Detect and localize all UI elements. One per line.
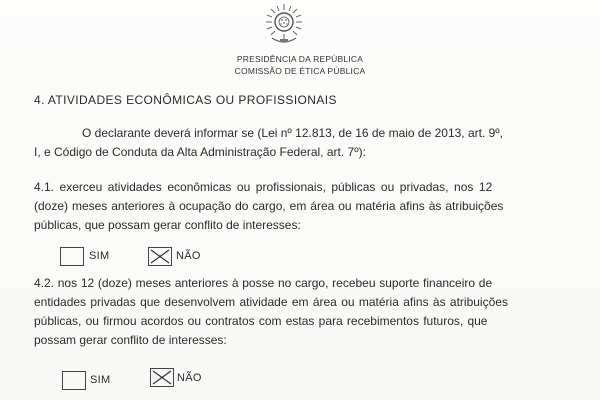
q2-nao-checkbox[interactable]	[150, 368, 174, 387]
question-4-2-line-3: públicas, ou firmou acordos ou contratos com estas para recebimentos futuros, que	[34, 314, 488, 328]
q1-nao-label: NÃO	[176, 250, 201, 262]
q1-sim-checkbox[interactable]	[60, 247, 84, 266]
header-presidency: PRESIDÊNCIA DA REPÚBLICA	[236, 54, 364, 64]
x-mark-icon	[151, 369, 173, 386]
header-commission: COMISSÃO DE ÉTICA PÚBLICA	[234, 66, 366, 76]
question-4-2-line-1: 4.2. nos 12 (doze) meses anteriores à posse no cargo, recebeu suporte financeiro de	[34, 276, 493, 290]
q2-sim-checkbox[interactable]	[62, 371, 86, 390]
question-4-2-line-4: possam gerar conflito de interesses:	[34, 333, 227, 347]
coat-of-arms-icon	[262, 2, 306, 46]
q1-nao-checkbox[interactable]	[148, 247, 172, 266]
q2-nao-label: NÃO	[177, 372, 202, 384]
q1-sim-label: SIM	[89, 250, 110, 262]
intro-line-2: I, e Código de Conduta da Alta Administração Federal, art. 7º):	[34, 145, 366, 159]
section-title: 4. ATIVIDADES ECONÔMICAS OU PROFISSIONAIS	[34, 93, 337, 107]
x-mark-icon	[149, 248, 171, 265]
question-4-2-line-2: entidades privadas que desenvolvem atividade em área ou matéria afins às atribuições	[34, 295, 508, 309]
question-4-1-line-1: 4.1. exerceu atividades econômicas ou profissionais, públicas ou privadas, nos 12	[34, 180, 493, 194]
intro-line-1: O declarante deverá informar se (Lei nº 12.813, de 16 de maio de 2013, art. 9º,	[82, 126, 504, 140]
q2-sim-label: SIM	[90, 374, 111, 386]
question-4-1-line-2: (doze) meses anteriores à ocupação do cargo, em área ou matéria afins às atribuições	[34, 199, 504, 213]
question-4-1-line-3: públicas, que possam gerar conflito de interesses:	[34, 218, 301, 232]
